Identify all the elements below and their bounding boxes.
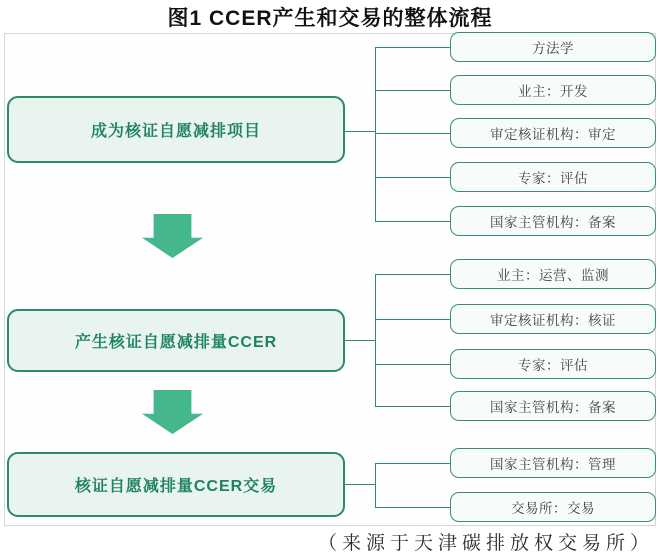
connector-line xyxy=(375,364,450,365)
connector-line xyxy=(345,131,375,132)
connector-line xyxy=(375,47,450,48)
flow-item: 业主：开发 xyxy=(450,75,656,105)
flow-item: 国家主管机构：备案 xyxy=(450,391,656,421)
source-credit: （来源于天津碳排放权交易所） xyxy=(317,533,654,554)
flow-item: 审定核证机构：审定 xyxy=(450,118,656,148)
connector-line xyxy=(375,274,376,406)
flow-item: 方法学 xyxy=(450,32,656,62)
connector-line xyxy=(375,221,450,222)
main-box-trade-ccer: 核证自愿减排量CCER交易 xyxy=(7,452,345,517)
main-box-generate-ccer: 产生核证自愿减排量CCER xyxy=(7,309,345,372)
connector-line xyxy=(375,463,376,508)
flow-item: 国家主管机构：备案 xyxy=(450,206,656,236)
flow-item: 审定核证机构：核证 xyxy=(450,304,656,334)
connector-line xyxy=(375,47,376,222)
connector-line xyxy=(345,340,375,341)
connector-line xyxy=(375,177,450,178)
figure-title: 图1 CCER产生和交易的整体流程 xyxy=(167,7,493,30)
connector-line xyxy=(375,133,450,134)
connector-line xyxy=(375,406,450,407)
connector-line xyxy=(375,319,450,320)
connector-line xyxy=(345,484,375,485)
connector-line xyxy=(375,274,450,275)
connector-line xyxy=(375,463,450,464)
connector-line xyxy=(375,90,450,91)
flow-item: 业主：运营、监测 xyxy=(450,259,656,289)
connector-line xyxy=(375,507,450,508)
flow-item: 专家：评估 xyxy=(450,349,656,379)
flow-item: 国家主管机构：管理 xyxy=(450,448,656,478)
flow-item: 交易所：交易 xyxy=(450,492,656,522)
flow-item: 专家：评估 xyxy=(450,162,656,192)
main-box-become-project: 成为核证自愿减排项目 xyxy=(7,96,345,163)
